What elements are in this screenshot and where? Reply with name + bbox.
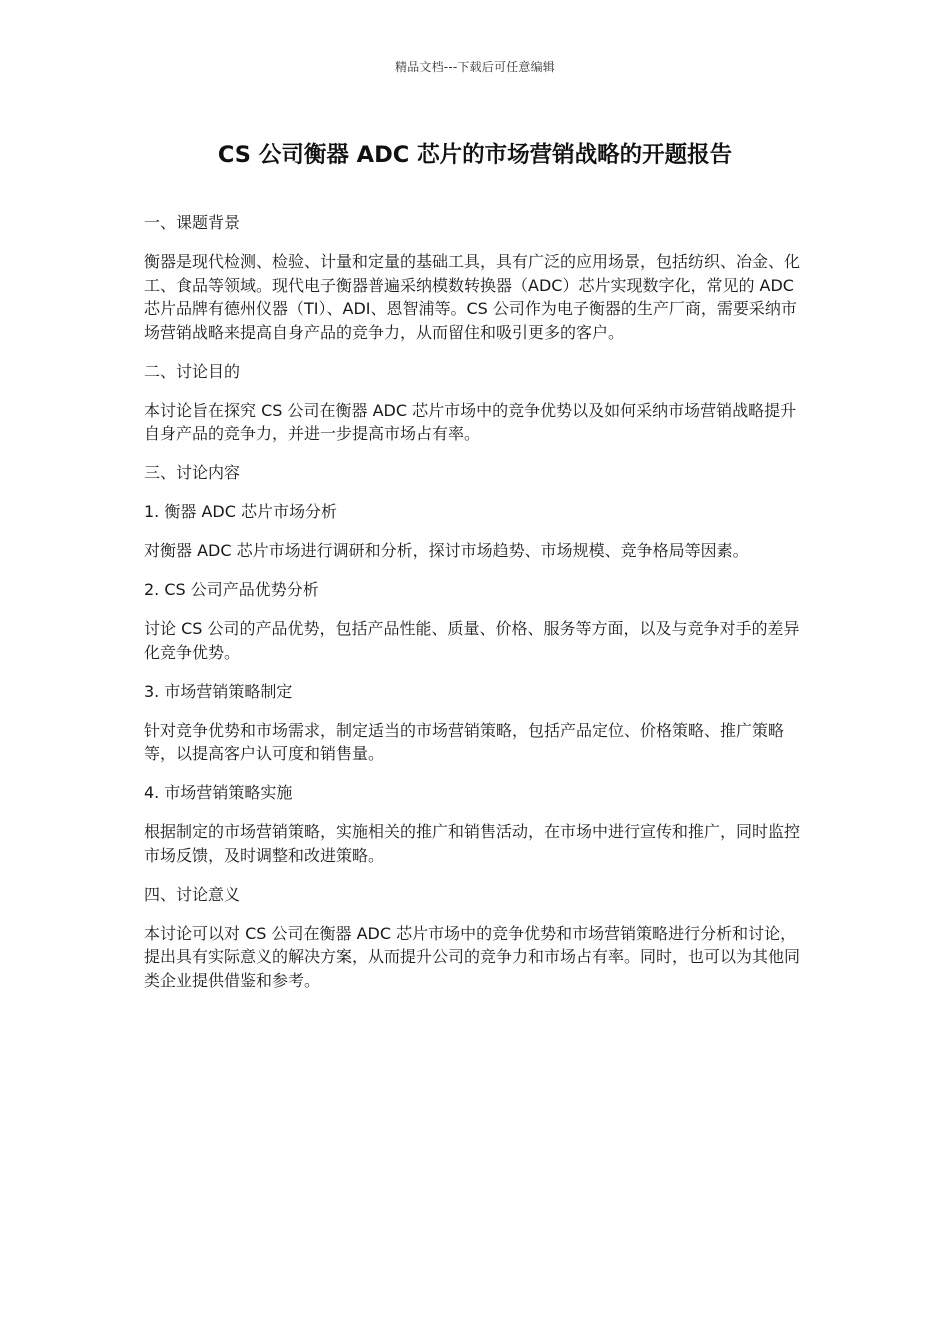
subsection-heading-strategy-implementation: 4. 市场营销策略实施	[144, 783, 293, 802]
document-body	[144, 211, 810, 1008]
paragraph-product-advantage: 讨论 CS 公司的产品优势，包括产品性能、质量、价格、服务等方面，以及与竞争对手的差异化竞争优势。	[144, 619, 800, 662]
paragraph-purpose: 本讨论旨在探究 CS 公司在衡器 ADC 芯片市场中的竞争优势以及如何采纳市场营销战略提升自身产品的竞争力，并进一步提高市场占有率。	[144, 400, 797, 443]
section-heading-background: 一、课题背景	[144, 213, 241, 232]
paragraph-strategy-formulation: 针对竞争优势和市场需求，制定适当的市场营销策略，包括产品定位、价格策略、推广策略等，以提高客户认可度和销售量。	[144, 720, 785, 763]
section-heading-purpose: 二、讨论目的	[144, 361, 241, 381]
paragraph-market-analysis: 对衡器 ADC 芯片市场进行调研和分析，探讨市场趋势、市场规模、竞争格局等因素。	[144, 541, 749, 560]
section-heading-significance: 四、讨论意义	[144, 884, 241, 904]
document-title: CS 公司衡器 ADC 芯片的市场营销战略的开题报告	[217, 142, 733, 168]
subsection-heading-market-analysis: 1. 衡器 ADC 芯片市场分析	[144, 502, 337, 521]
paragraph-strategy-implementation: 根据制定的市场营销策略，实施相关的推广和销售活动，在市场中进行宣传和推广，同时监控市场反馈，及时调整和改进策略。	[144, 822, 801, 865]
subsection-heading-product-advantage: 2. CS 公司产品优势分析	[144, 580, 319, 599]
section-heading-content: 三、讨论内容	[144, 463, 241, 482]
paragraph-significance: 本讨论可以对 CS 公司在衡器 ADC 芯片市场中的竞争优势和市场营销策略进行分析和讨论，提出具有实际意义的解决方案，从而提升公司的竞争力和市场占有率。同时，也可以为其他同类企业提供借鉴和参考。	[144, 923, 801, 990]
header-note: 精品文档---下载后可任意编辑	[395, 60, 555, 74]
paragraph-background: 衡器是现代检测、检验、计量和定量的基础工具，具有广泛的应用场景，包括纺织、冶金、化工、食品等领域。现代电子衡器普遍采纳模数转换器（ADC）芯片实现数字化，常见的 ADC 芯片品牌有德州仪器（TI）、ADI、恩智浦等。CS 公司作为电子衡器的生产厂商，需要采纳市场营销战略来提高自身产品的竞争力，从而留住和吸引更多的客户。	[144, 252, 801, 342]
subsection-heading-strategy-formulation: 3. 市场营销策略制定	[144, 681, 293, 701]
